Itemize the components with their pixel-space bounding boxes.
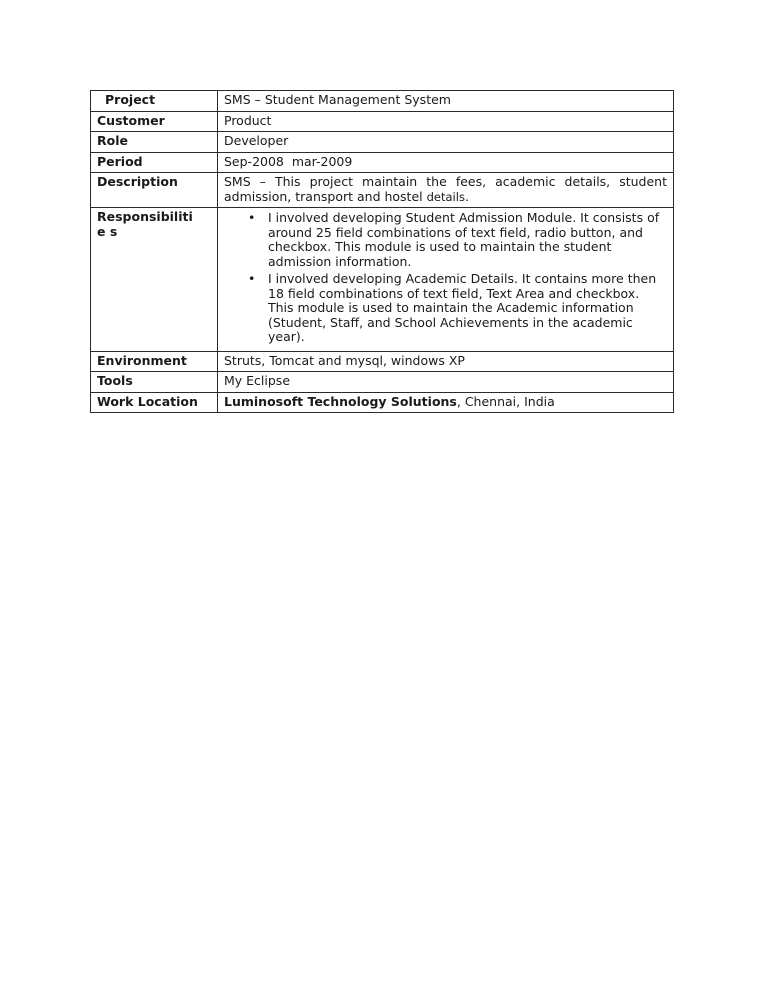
description-label: Description [91, 173, 218, 208]
period-value: Sep-2008 mar-2009 [218, 152, 674, 173]
table-row [91, 173, 674, 208]
environment-label: Environment [91, 351, 218, 372]
tools-label: Tools [91, 372, 218, 393]
table-row [91, 132, 674, 153]
bullet-glyph: • [248, 271, 256, 286]
responsibilities-label [91, 208, 218, 352]
list-item-text: I involved developing Academic Details. It contains more then 18 field combinations of text field, Text Area and checkbox. This module is used to maintain the Academic information (Student, Staff, and School Achievements in the academic year). [268, 271, 657, 344]
role-value: Developer [218, 132, 674, 153]
work-location-place: , Chennai, India [456, 393, 555, 409]
project-value: SMS – Student Management System [218, 91, 674, 112]
tools-value: My Eclipse [218, 372, 674, 393]
project-label: Project [91, 91, 218, 112]
work-location-value [218, 392, 674, 413]
period-label: Period [91, 152, 218, 173]
table-row [91, 152, 674, 173]
customer-label: Customer [91, 111, 218, 132]
list-item [248, 271, 667, 345]
list-item-text: I involved developing Student Admission Module. It consists of around 25 field combinations of text field, radio button, and checkbox. This module is used to maintain the student admission information. [268, 210, 660, 269]
responsibilities-label-text: Responsibilitie s [97, 209, 193, 239]
table-row [91, 351, 674, 372]
bullet-glyph: • [248, 210, 256, 225]
table-row [91, 111, 674, 132]
description-tail: details [426, 189, 465, 204]
table-row [91, 208, 674, 352]
responsibilities-value [218, 208, 674, 352]
work-location-label: Work Location [91, 392, 218, 413]
description-text: SMS – This project maintain the fees, academic details, student admission, transport and hostel [224, 174, 667, 204]
table-row [91, 372, 674, 393]
table-row [91, 91, 674, 112]
role-label: Role [91, 132, 218, 153]
project-details-table [90, 90, 674, 413]
table-row [91, 392, 674, 413]
environment-value: Struts, Tomcat and mysql, windows XP [218, 351, 674, 372]
list-item [248, 210, 667, 269]
customer-value: Product [218, 111, 674, 132]
responsibilities-list [224, 211, 667, 345]
description-value [218, 173, 674, 208]
description-end: . [464, 188, 469, 204]
company-name: Luminosoft Technology Solutions [224, 393, 457, 409]
